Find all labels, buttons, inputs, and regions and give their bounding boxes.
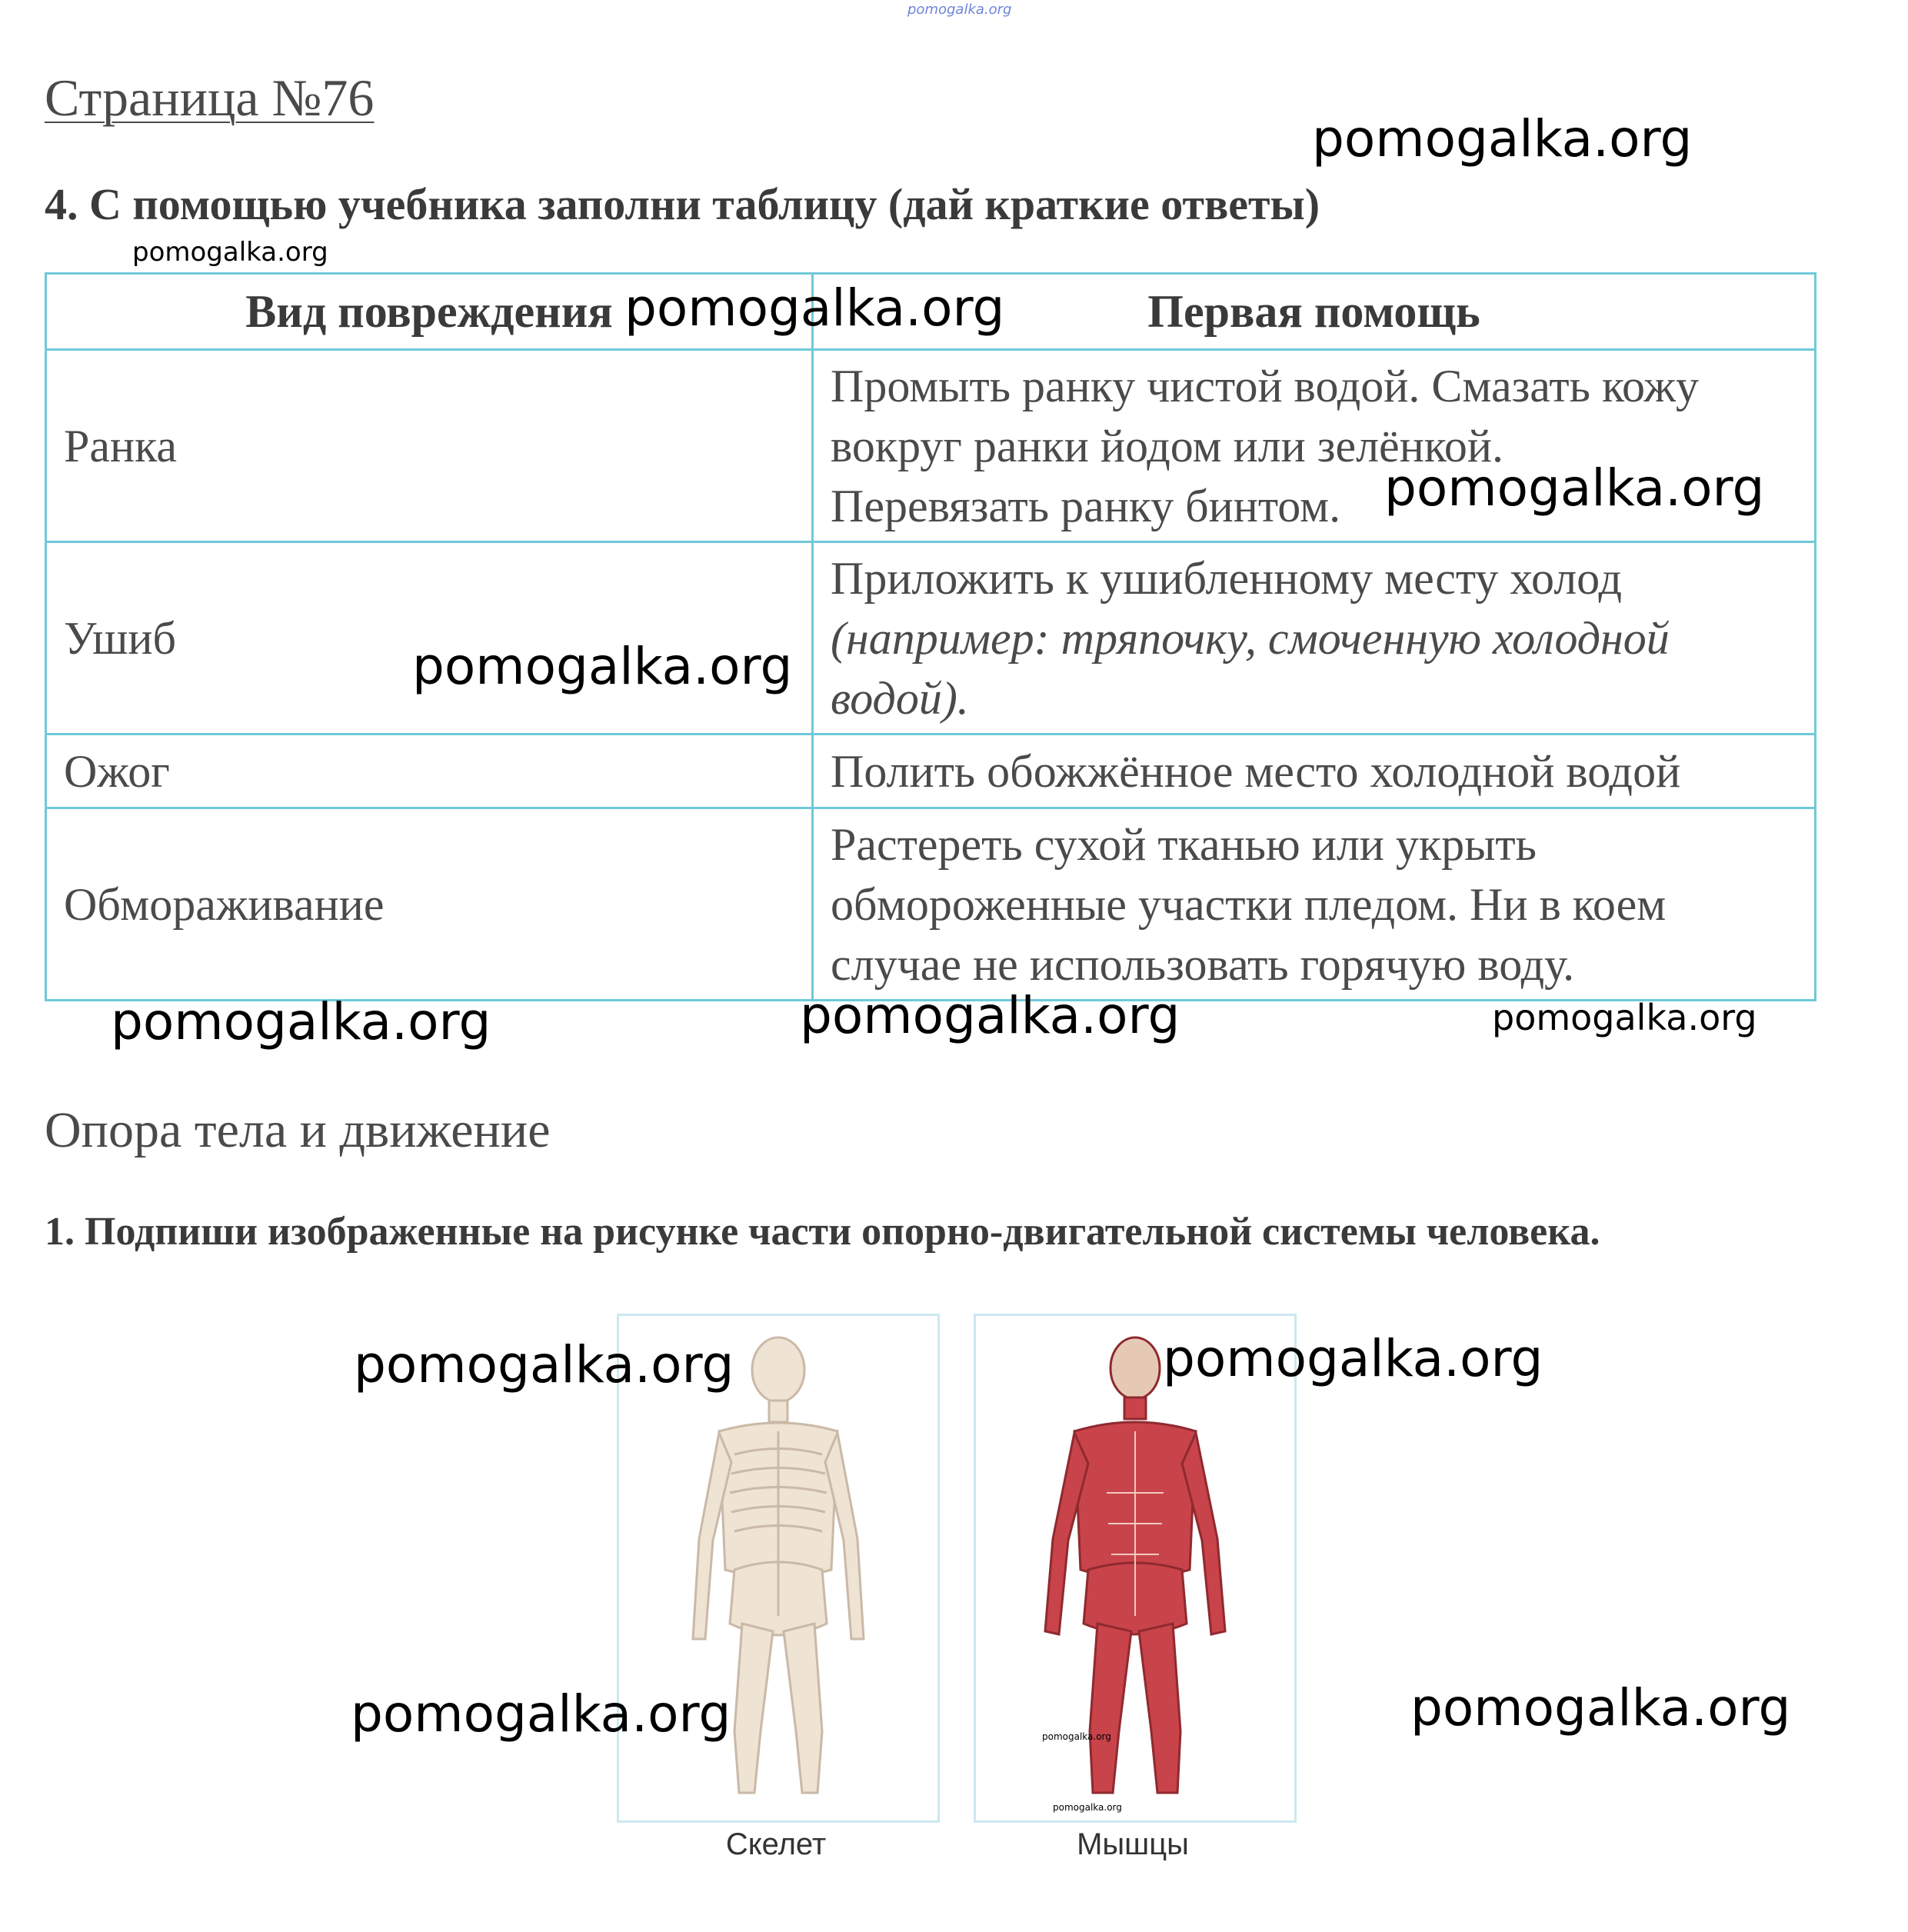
watermark: pomogalka.org (132, 237, 328, 268)
page-title: Страница №76 (45, 68, 375, 127)
injury-cell: Ушиб (46, 542, 813, 734)
help-line: Растереть сухой тканью или укрыть (831, 818, 1537, 870)
help-line-italic: водой). (831, 672, 969, 724)
muscles-figure-box (974, 1314, 1297, 1823)
help-line: Промыть ранку чистой водой. Смазать кожу (831, 360, 1700, 411)
help-cell (813, 542, 1816, 734)
help-line: Приложить к ушибленному месту холод (831, 552, 1622, 604)
first-aid-table (45, 272, 1816, 1001)
watermark: pomogalka.org (1042, 1731, 1111, 1742)
table-row (46, 734, 1816, 808)
figure-caption: Мышцы (1077, 1827, 1189, 1861)
table-row (46, 808, 1816, 1001)
table-row (46, 542, 1816, 734)
column-header: Первая помощь (813, 274, 1816, 350)
watermark: pomogalka.org (412, 637, 793, 696)
column-header: Вид повреждения (46, 274, 813, 350)
top-watermark: pomogalka.org (907, 2, 1012, 18)
task-title: 4. С помощью учебника заполни таблицу (дай краткие ответы) (45, 179, 1320, 229)
section-title: Опора тела и движение (45, 1102, 551, 1158)
help-line: обмороженные участки пледом. Ни в коем (831, 878, 1667, 930)
watermark: pomogalka.org (351, 1684, 731, 1744)
muscles-icon (976, 1316, 1294, 1820)
watermark: pomogalka.org (800, 986, 1180, 1045)
question-title: 1. Подпиши изображенные на рисунке части опорно-двигательной системы человека. (45, 1210, 1600, 1254)
watermark: pomogalka.org (1384, 458, 1765, 518)
watermark: pomogalka.org (624, 278, 1005, 338)
watermark: pomogalka.org (1163, 1329, 1543, 1388)
help-cell (813, 808, 1816, 1001)
help-cell (813, 734, 1816, 808)
help-line: случае не использовать горячую воду. (831, 938, 1575, 990)
watermark: pomogalka.org (1492, 997, 1757, 1038)
watermark: pomogalka.org (111, 992, 491, 1051)
watermark: pomogalka.org (1053, 1802, 1122, 1813)
help-line: Полить обожжённое место холодной водой (831, 745, 1681, 797)
figure-caption: Скелет (725, 1827, 827, 1861)
help-line: Перевязать ранку бинтом. (831, 480, 1341, 531)
watermark: pomogalka.org (1410, 1678, 1791, 1737)
help-line-italic: (например: тряпочку, смоченную холодной (831, 612, 1670, 664)
watermark: pomogalka.org (354, 1335, 734, 1394)
injury-cell: Ранка (46, 350, 813, 542)
injury-cell: Обмораживание (46, 808, 813, 1001)
help-line: вокруг ранки йодом или зелёнкой. (831, 420, 1504, 471)
injury-cell: Ожог (46, 734, 813, 808)
watermark: pomogalka.org (1312, 109, 1693, 168)
